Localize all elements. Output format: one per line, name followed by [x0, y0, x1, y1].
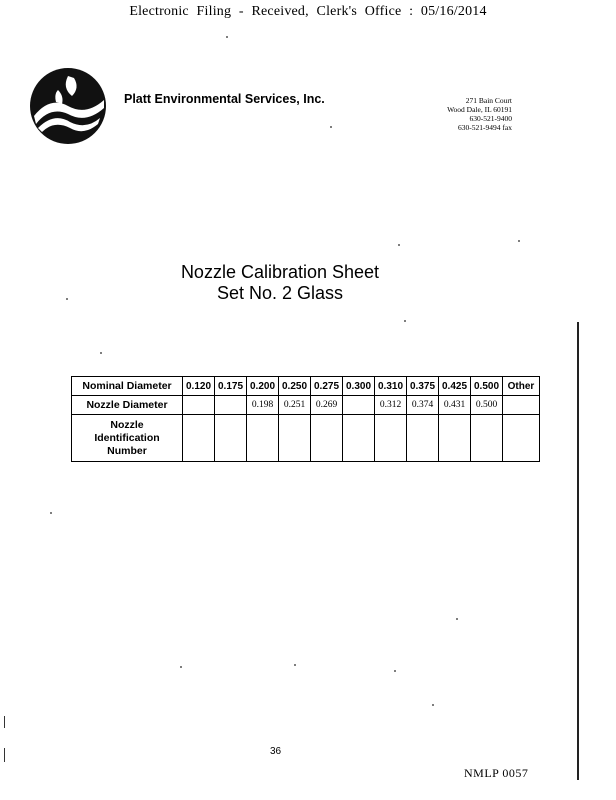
company-logo — [28, 66, 108, 146]
scan-speck — [398, 244, 400, 246]
row-label-measured: Nozzle Diameter — [72, 396, 183, 415]
ident-cell — [471, 415, 503, 462]
page-number: 36 — [270, 746, 282, 757]
ident-cell — [215, 415, 247, 462]
scan-speck — [100, 352, 102, 354]
address-fax: 630-521-9494 fax — [458, 123, 512, 132]
address-street: 271 Bain Court — [465, 96, 512, 105]
nominal-cell: 0.375 — [407, 377, 439, 396]
measured-cell — [215, 396, 247, 415]
ident-label-line-3: Number — [107, 444, 147, 457]
nominal-cell: 0.175 — [215, 377, 247, 396]
nominal-cell: 0.500 — [471, 377, 503, 396]
scan-speck — [456, 618, 458, 620]
scan-speck — [294, 664, 296, 666]
nozzle-calibration-table — [71, 376, 540, 462]
ident-cell — [375, 415, 407, 462]
ident-cell — [439, 415, 471, 462]
scan-edge-line — [577, 322, 579, 780]
nominal-cell-other: Other — [503, 377, 540, 396]
company-address — [420, 96, 512, 132]
scan-edge-mark — [4, 748, 5, 762]
nominal-cell: 0.275 — [311, 377, 343, 396]
scan-speck — [518, 240, 520, 242]
nominal-diameter-row — [72, 377, 540, 396]
measured-cell: 0.198 — [247, 396, 279, 415]
title-line-2: Set No. 2 Glass — [216, 283, 344, 303]
scan-speck — [394, 670, 396, 672]
nominal-cell: 0.200 — [247, 377, 279, 396]
document-id: NMLP 0057 — [464, 766, 529, 780]
measured-diameter-row — [72, 396, 540, 415]
scan-speck — [226, 36, 228, 38]
address-phone: 630-521-9400 — [469, 114, 512, 123]
scan-edge-mark — [4, 716, 5, 728]
measured-cell — [183, 396, 215, 415]
ident-cell — [247, 415, 279, 462]
ident-cell — [343, 415, 375, 462]
nominal-cell: 0.425 — [439, 377, 471, 396]
ident-label-line-1: Nozzle — [110, 418, 144, 431]
measured-cell: 0.431 — [439, 396, 471, 415]
ident-cell — [183, 415, 215, 462]
ident-cell — [407, 415, 439, 462]
measured-cell: 0.269 — [311, 396, 343, 415]
row-label-nominal: Nominal Diameter — [72, 377, 183, 396]
row-label-identification — [72, 415, 183, 462]
document-title — [0, 262, 560, 304]
nominal-cell: 0.250 — [279, 377, 311, 396]
measured-cell: 0.251 — [279, 396, 311, 415]
ident-cell — [503, 415, 540, 462]
scan-speck — [404, 320, 406, 322]
ident-label-line-2: Identification — [94, 431, 160, 444]
ident-cell — [311, 415, 343, 462]
measured-cell: 0.500 — [471, 396, 503, 415]
ident-cell — [279, 415, 311, 462]
nominal-cell: 0.300 — [343, 377, 375, 396]
scan-speck — [180, 666, 182, 668]
measured-cell: 0.312 — [375, 396, 407, 415]
measured-cell — [503, 396, 540, 415]
scan-speck — [66, 298, 68, 300]
scan-speck — [432, 704, 434, 706]
title-line-1: Nozzle Calibration Sheet — [180, 262, 380, 282]
measured-cell — [343, 396, 375, 415]
address-city: Wood Dale, IL 60191 — [447, 105, 512, 114]
identification-row — [72, 415, 540, 462]
company-name: Platt Environmental Services, Inc. — [124, 92, 325, 106]
measured-cell: 0.374 — [407, 396, 439, 415]
filing-stamp: Electronic Filing - Received, Clerk's Office : 05/16/2014 — [129, 4, 487, 19]
scan-speck — [330, 126, 332, 128]
nominal-cell: 0.310 — [375, 377, 407, 396]
nominal-cell: 0.120 — [183, 377, 215, 396]
scan-speck — [50, 512, 52, 514]
